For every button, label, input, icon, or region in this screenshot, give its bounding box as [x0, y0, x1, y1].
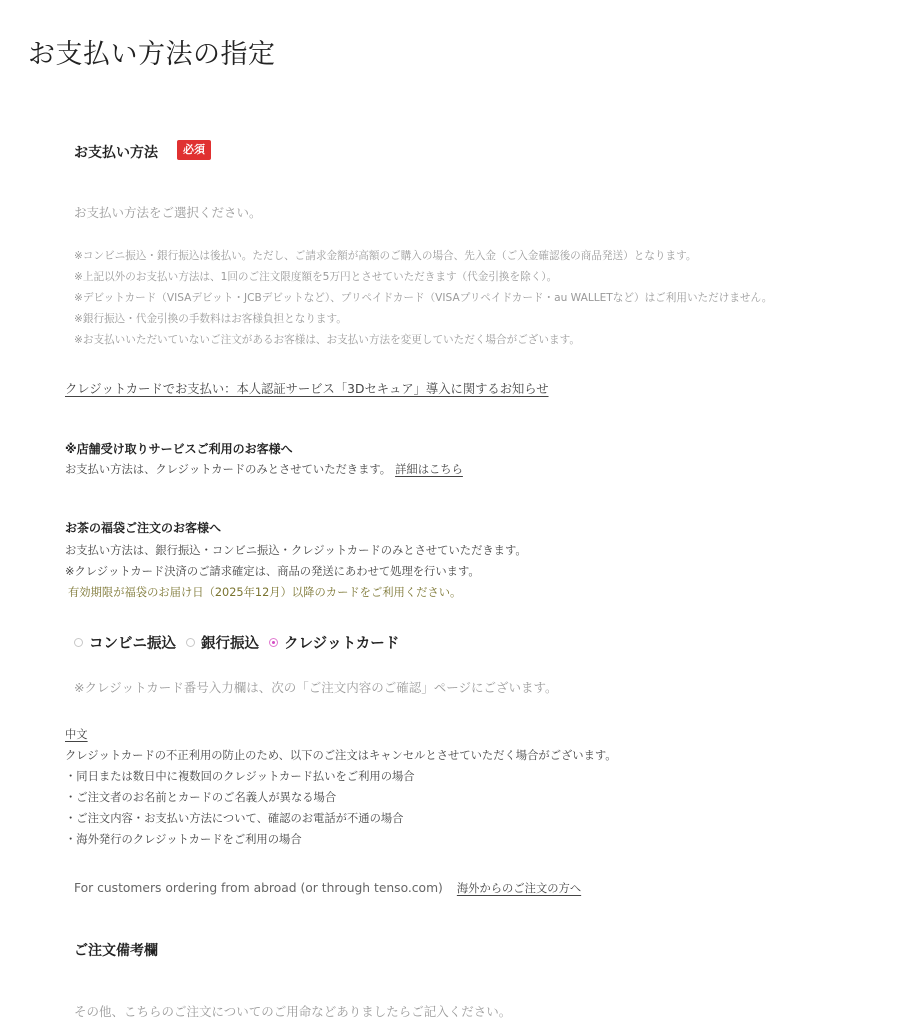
payment-method-options: [74, 632, 409, 653]
radio-credit-card[interactable]: [269, 638, 278, 647]
order-remarks-instruction: その他、こちらのご注文についてのご用命などありましたらご記入ください。: [74, 1004, 512, 1019]
payment-note-4: ※銀行振込・代金引換の手数料はお客様負担となります。: [74, 313, 347, 325]
chinese-language-link[interactable]: 中文: [65, 728, 88, 741]
card-entry-note: ※クレジットカード番号入力欄は、次の「ご注文内容のご確認」ページにございます。: [74, 680, 558, 695]
radio-bank-transfer[interactable]: [186, 638, 195, 647]
lucky-bag-line-1: お支払い方法は、銀行振込・コンビニ振込・クレジットカードのみとさせていただきます。: [65, 544, 527, 557]
lucky-bag-line-2: ※クレジットカード決済のご請求確定は、商品の発送にあわせて処理を行います。: [65, 565, 480, 578]
option-bank-transfer[interactable]: [186, 632, 259, 653]
option-bank-transfer-label[interactable]: 銀行振込: [201, 636, 259, 652]
option-credit-card[interactable]: [269, 632, 399, 653]
payment-note-1: ※コンビニ振込・銀行振込は後払い。ただし、ご請求金額が高額のご購入の場合、先入金（ご入金確認後の商品発送）となります。: [74, 250, 697, 262]
payment-method-heading: お支払い方法: [74, 145, 158, 161]
abroad-orders-link[interactable]: 海外からのご注文の方へ: [456, 882, 582, 895]
option-convenience-store-label[interactable]: コンビニ振込: [89, 636, 176, 652]
option-convenience-store[interactable]: [74, 632, 176, 653]
store-pickup-details-link[interactable]: 詳細はこちら: [395, 463, 463, 476]
option-credit-card-label[interactable]: クレジットカード: [284, 636, 400, 652]
abroad-text: For customers ordering from abroad (or through tenso.com): [74, 881, 443, 895]
required-badge: 必須: [177, 140, 211, 160]
3d-secure-notice-link[interactable]: クレジットカードでお支払い：本人認証サービス「3Dセキュア」導入に関するお知らせ: [65, 382, 549, 396]
fraud-item-1: ・同日または数日中に複数回のクレジットカード払いをご利用の場合: [65, 770, 415, 783]
fraud-item-2: ・ご注文者のお名前とカードのご名義人が異なる場合: [65, 791, 337, 804]
page-title: お支払い方法の指定: [28, 39, 276, 71]
payment-note-2: ※上記以外のお支払い方法は、1回のご注文限度額を5万円とさせていただきます（代金引換を除く）。: [74, 271, 558, 283]
abroad-line: [74, 880, 581, 896]
lucky-bag-line-3: 有効期限が福袋のお届け日（2025年12月）以降のカードをご利用ください。: [68, 586, 462, 599]
store-pickup-text: お支払い方法は、クレジットカードのみとさせていただきます。: [65, 463, 392, 476]
payment-note-5: ※お支払いいただいていないご注文があるお客様は、お支払い方法を変更していただく場合がございます。: [74, 334, 580, 346]
fraud-item-3: ・ご注文内容・お支払い方法について、確認のお電話が不通の場合: [65, 812, 404, 825]
payment-note-3: ※デビットカード（VISAデビット・JCBデビットなど）、プリペイドカード（VISAプリペイドカード・au WALLETなど）はご利用いただけません。: [74, 292, 773, 304]
radio-convenience-store[interactable]: [74, 638, 83, 647]
fraud-item-4: ・海外発行のクレジットカードをご利用の場合: [65, 833, 302, 846]
fraud-intro: クレジットカードの不正利用の防止のため、以下のご注文はキャンセルとさせていただく場合がございます。: [65, 749, 617, 762]
order-remarks-heading: ご注文備考欄: [74, 943, 158, 959]
payment-instruction: お支払い方法をご選択ください。: [74, 205, 262, 220]
store-pickup-heading: ※店舗受け取りサービスご利用のお客様へ: [65, 442, 293, 456]
store-pickup-line: [65, 461, 463, 477]
lucky-bag-heading: お茶の福袋ご注文のお客様へ: [65, 521, 222, 535]
